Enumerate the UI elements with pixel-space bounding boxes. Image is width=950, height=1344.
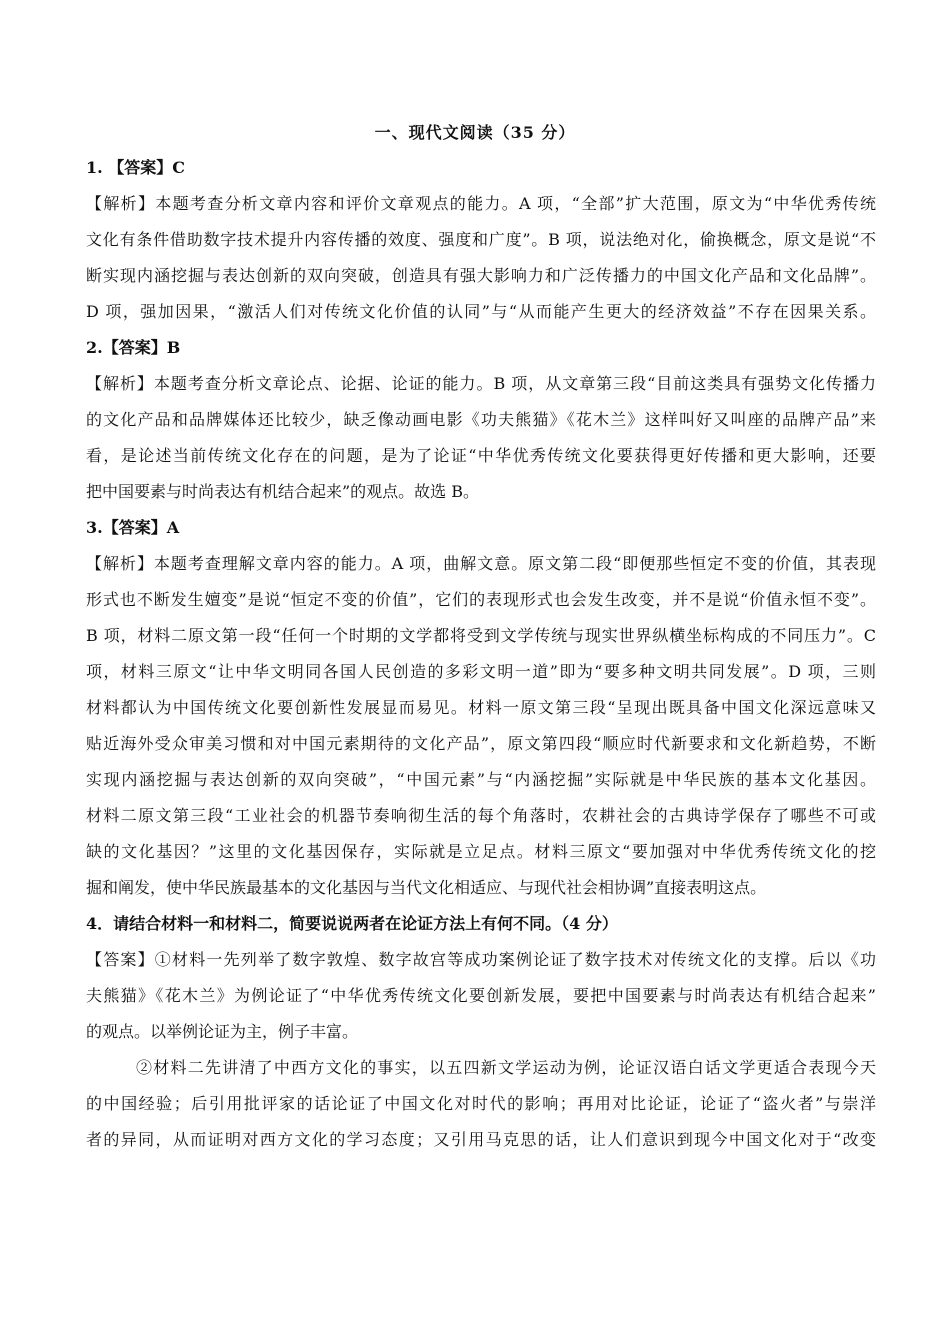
text-line: 材料都认为中国传统文化要创新性发展显而易见。材料一原文第三段“呈现出既具备中国文化深远意味又: [86, 698, 876, 717]
text-line: 3.【答案】A: [86, 518, 180, 537]
text-line: 形式也不断发生嬗变”是说“恒定不变的价值”，它们的表现形式也会发生改变，并不是说“价值永恒不变”。: [86, 590, 876, 609]
text-line: 的中国经验；后引用批评家的话论证了中国文化对时代的影响；再用对比论证，论证了“盗火者”与崇洋: [86, 1094, 876, 1113]
text-line: 贴近海外受众审美习惯和对中国元素期待的文化产品”，原文第四段“顺应时代新要求和文化新趋势，不断: [86, 734, 876, 753]
text-line: 文化有条件借助数字技术提升内容传播的效度、强度和广度”。B 项，说法绝对化，偷换概念，原文是说“不: [86, 230, 876, 249]
text-line: 者的异同，从而证明对西方文化的学习态度；又引用马克思的话，让人们意识到现今中国文化对于“改变: [86, 1130, 876, 1149]
text-line: 看，是论述当前传统文化存在的问题，是为了论证“中华优秀传统文化要获得更好传播和更大影响，还要: [86, 446, 876, 465]
text-line: 1. 【答案】C: [86, 158, 186, 177]
text-line: D 项，强加因果，“激活人们对传统文化价值的认同”与“从而能产生更大的经济效益”不存在因果关系。: [86, 302, 876, 321]
text-line: 实现内涵挖掘与表达创新的双向突破”，“中国元素”与“内涵挖掘”实际就是中华民族的基本文化基因。: [86, 770, 876, 789]
text-line: 【解析】本题考查理解文章内容的能力。A 项，曲解文意。原文第二段“即便那些恒定不变的价值，其表现: [86, 554, 876, 573]
text-line: 的文化产品和品牌媒体还比较少，缺乏像动画电影《功夫熊猫》《花木兰》这样叫好又叫座的品牌产品”来: [86, 410, 876, 429]
answer-text-body: [86, 150, 876, 1158]
text-line: 【解析】本题考查分析文章论点、论据、论证的能力。B 项，从文章第三段“目前这类具有强势文化传播力: [86, 374, 876, 393]
text-line: 4．请结合材料一和材料二，简要说说两者在论证方法上有何不同。（4 分）: [86, 914, 618, 933]
text-line: 【答案】①材料一先列举了数字敦煌、数字故宫等成功案例论证了数字技术对传统文化的支撑。后以《功: [86, 950, 876, 969]
text-line: 夫熊猫》《花木兰》为例论证了“中华优秀传统文化要创新发展，要把中国要素与时尚表达有机结合起来”: [86, 986, 876, 1005]
text-line: 2.【答案】B: [86, 338, 181, 357]
text-line: 材料二原文第三段“工业社会的机器节奏响彻生活的每个角落时，农耕社会的古典诗学保存了哪些不可或: [86, 806, 876, 825]
text-line: B 项，材料二原文第一段“任何一个时期的文学都将受到文学传统与现实世界纵横坐标构成的不同压力”。C: [86, 626, 876, 645]
text-line: 断实现内涵挖掘与表达创新的双向突破，创造具有强大影响力和广泛传播力的中国文化产品和文化品牌”。: [86, 266, 876, 285]
text-line: 【解析】本题考查分析文章内容和评价文章观点的能力。A 项，“全部”扩大范围，原文为“中华优秀传统: [86, 194, 876, 213]
text-line: ②材料二先讲清了中西方文化的事实，以五四新文学运动为例，论证汉语白话文学更适合表现今天: [136, 1058, 876, 1077]
text-line: 把中国要素与时尚表达有机结合起来”的观点。故选 B。: [86, 482, 480, 501]
text-line: 的观点。以举例论证为主，例子丰富。: [86, 1022, 359, 1041]
text-line: 掘和阐发，使中华民族最基本的文化基因与当代文化相适应、与现代社会相协调”直接表明这点。: [86, 878, 767, 897]
text-line: 项，材料三原文“让中华文明同各国人民创造的多彩文明一道”即为“要多种文明共同发展”。D 项，三则: [86, 662, 876, 681]
section-title: 一、现代文阅读（35 分）: [374, 123, 576, 142]
text-line: 缺的文化基因？”这里的文化基因保存，实际就是立足点。材料三原文“要加强对中华优秀传统文化的挖: [86, 842, 876, 861]
